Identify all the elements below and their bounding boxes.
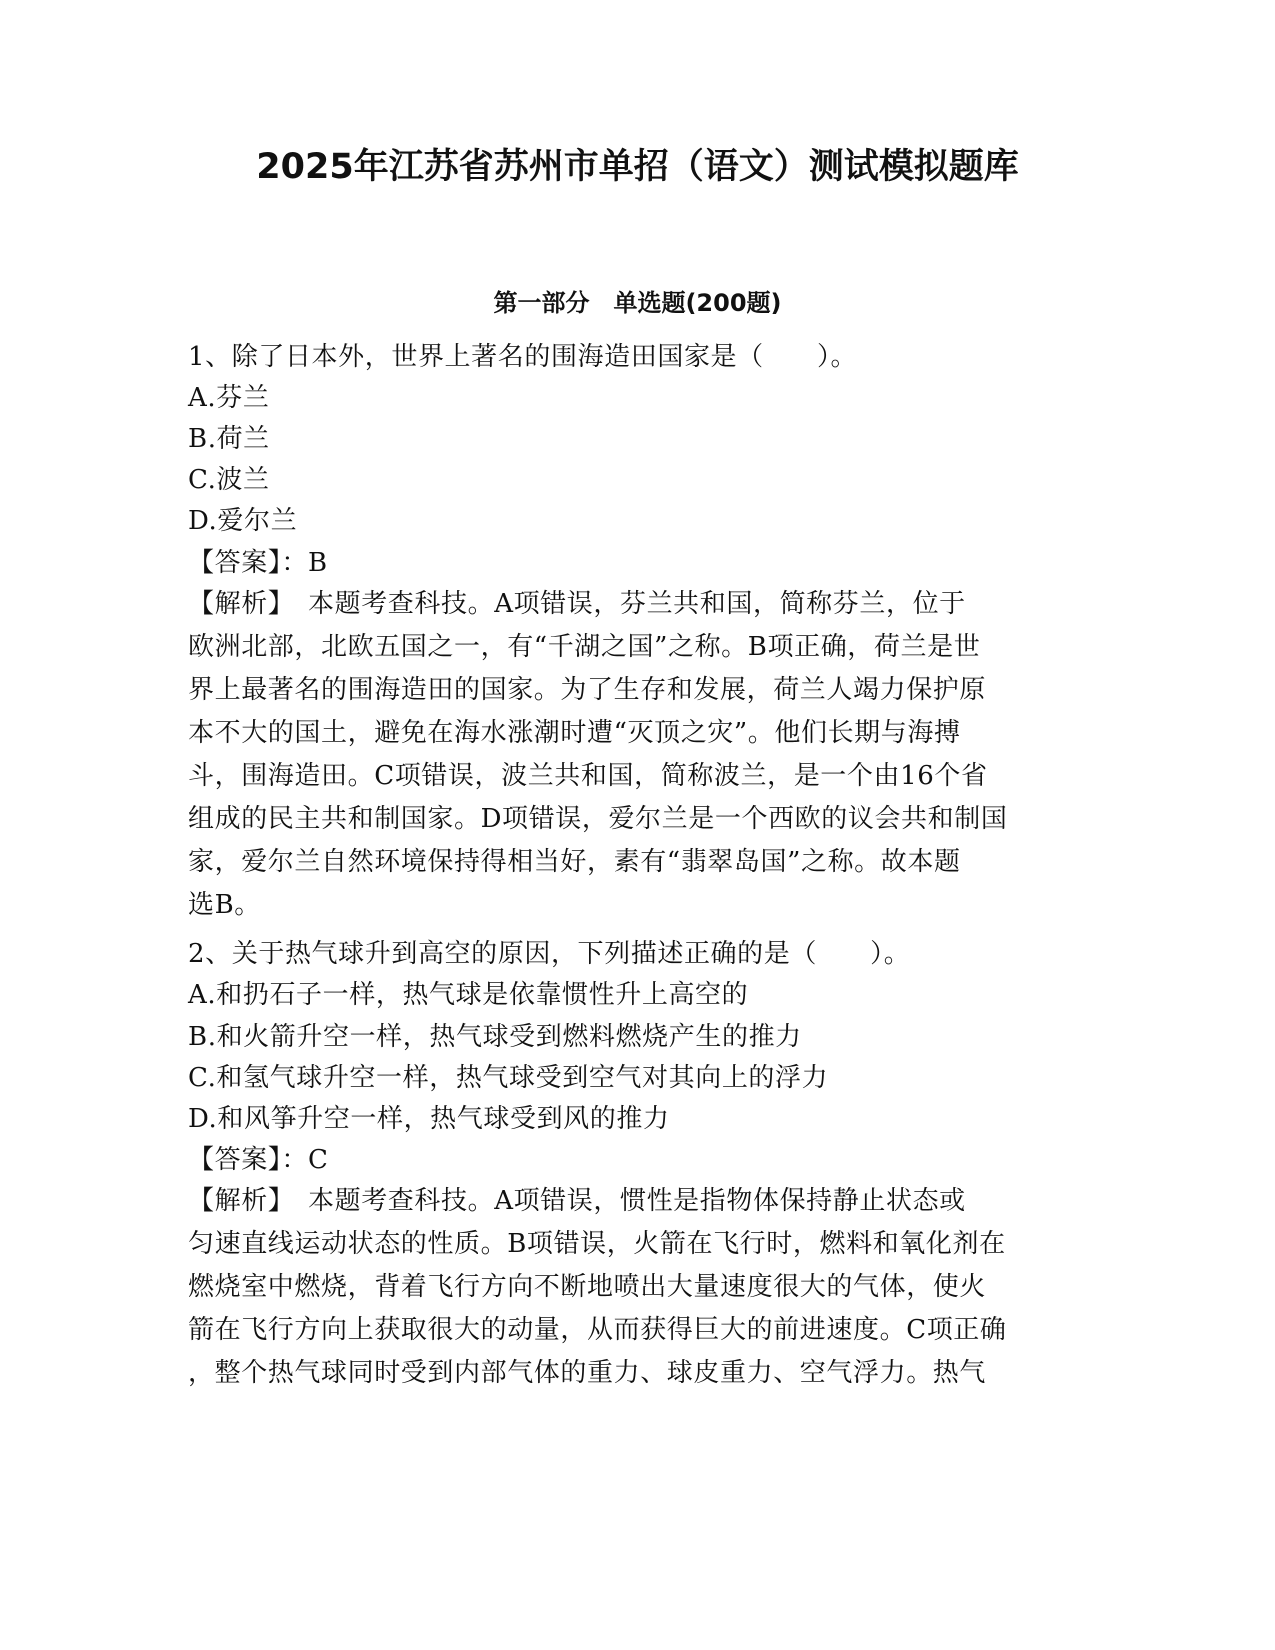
question-1-analysis-line: 组成的民主共和制国家。D项错误，爱尔兰是一个西欧的议会共和制国 bbox=[188, 804, 1008, 834]
document-title: 2025年江苏省苏州市单招（语文）测试模拟题库 bbox=[256, 147, 1019, 187]
question-1-analysis-line: 【解析】 本题考查科技。A项错误，芬兰共和国，简称芬兰，位于 bbox=[188, 589, 966, 619]
question-2-option-d: D.和风筝升空一样，热气球受到风的推力 bbox=[188, 1104, 670, 1134]
question-1-option-c: C.波兰 bbox=[188, 465, 270, 495]
question-1-analysis-line: 家，爱尔兰自然环境保持得相当好，素有“翡翠岛国”之称。故本题 bbox=[188, 847, 961, 877]
question-1-analysis bbox=[188, 583, 1088, 927]
question-2-analysis-line: ，整个热气球同时受到内部气体的重力、球皮重力、空气浮力。热气 bbox=[188, 1358, 987, 1388]
question-2-analysis-line: 【解析】 本题考查科技。A项错误，惯性是指物体保持静止状态或 bbox=[188, 1186, 966, 1216]
question-1-analysis-line: 本不大的国土，避免在海水涨潮时遭“灭顶之灾”。他们长期与海搏 bbox=[188, 718, 961, 748]
question-2-analysis-line: 箭在飞行方向上获取很大的动量，从而获得巨大的前进速度。C项正确 bbox=[188, 1315, 1007, 1345]
question-2-analysis-line: 燃烧室中燃烧，背着飞行方向不断地喷出大量速度很大的气体，使火 bbox=[188, 1272, 987, 1302]
section-heading: 第一部分 单选题(200题) bbox=[493, 289, 782, 317]
question-2-stem: 2、关于热气球升到高空的原因，下列描述正确的是（ ）。 bbox=[188, 939, 911, 969]
question-1-analysis-line: 欧洲北部，北欧五国之一，有“千湖之国”之称。B项正确，荷兰是世 bbox=[188, 632, 981, 662]
question-2-option-a: A.和扔石子一样，热气球是依靠惯性升上高空的 bbox=[188, 980, 749, 1010]
question-1-analysis-line: 界上最著名的围海造田的国家。为了生存和发展，荷兰人竭力保护原 bbox=[188, 675, 987, 705]
question-1-stem: 1、除了日本外，世界上著名的围海造田国家是（ ）。 bbox=[188, 342, 858, 372]
question-2-analysis bbox=[188, 1180, 1088, 1395]
question-2-option-b: B.和火箭升空一样，热气球受到燃料燃烧产生的推力 bbox=[188, 1022, 802, 1052]
question-1-option-a: A.芬兰 bbox=[188, 383, 270, 413]
question-2-answer: 【答案】：C bbox=[188, 1145, 329, 1175]
question-2-option-c: C.和氢气球升空一样，热气球受到空气对其向上的浮力 bbox=[188, 1063, 829, 1093]
question-1-answer: 【答案】：B bbox=[188, 548, 328, 578]
question-2-analysis-line: 匀速直线运动状态的性质。B项错误，火箭在飞行时，燃料和氧化剂在 bbox=[188, 1229, 1006, 1259]
question-1-option-d: D.爱尔兰 bbox=[188, 506, 298, 536]
question-1-option-b: B.荷兰 bbox=[188, 424, 270, 454]
question-1-analysis-line: 选B。 bbox=[188, 890, 261, 920]
question-1-analysis-line: 斗，围海造田。C项错误，波兰共和国，简称波兰，是一个由16个省 bbox=[188, 761, 988, 791]
